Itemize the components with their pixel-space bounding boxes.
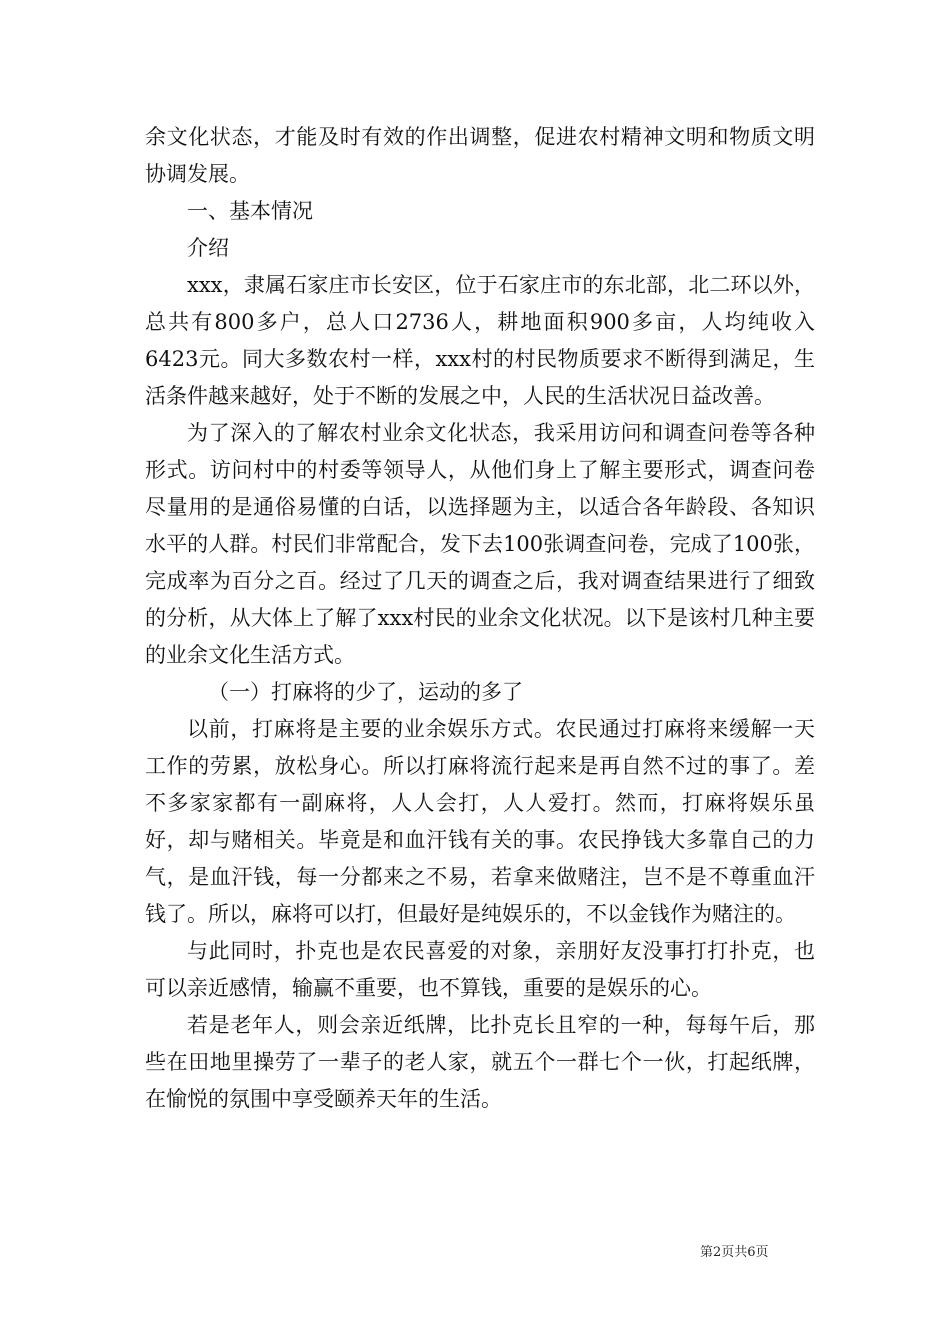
document-body	[145, 119, 815, 1118]
page-number: 第2页共6页	[700, 1245, 769, 1260]
paragraph-poker: 与此同时，扑克也是农民喜爱的对象，亲朋好友没事打打扑克，也可以亲近感情，输赢不重要，也不算钱，重要的是娱乐的心。	[145, 939, 815, 1000]
paragraph-intro: xxx，隶属石家庄市长安区，位于石家庄市的东北部，北二环以外，总共有800多户，总人口2736人，耕地面积900多亩，人均纯收入6423元。同大多数农村一样，xxx村的村民物质要求不断得到满足，生活条件越来越好，处于不断的发展之中，人民的生活状况日益改善。	[145, 273, 815, 408]
paragraph-method: 为了深入的了解农村业余文化状态，我采用访问和调查问卷等各种形式。访问村中的村委等领导人，从他们身上了解主要形式，调查问卷尽量用的是通俗易懂的白话，以选择题为主，以适合各年龄段、各知识水平的人群。村民们非常配合，发下去100张调查问卷，完成了100张，完成率为百分之百。经过了几天的调查之后，我对调查结果进行了细致的分析，从大体上了解了xxx村民的业余文化状况。以下是该村几种主要的业余文化生活方式。	[145, 421, 815, 667]
paragraph-continuation: 余文化状态，才能及时有效的作出调整，促进农村精神文明和物质文明协调发展。	[145, 125, 815, 186]
paragraph-mahjong: 以前，打麻将是主要的业余娱乐方式。农民通过打麻将来缓解一天工作的劳累，放松身心。所以打麻将流行起来是再自然不过的事了。差不多家家都有一副麻将，人人会打，人人爱打。然而，打麻将娱乐虽好，却与赌相关。毕竟是和血汗钱有关的事。农民挣钱大多靠自己的力气，是血汗钱，每一分都来之不易，若拿来做赌注，岂不是不尊重血汗钱了。所以，麻将可以打，但最好是纯娱乐的，不以金钱作为赌注的。	[145, 717, 815, 926]
paragraph-cards: 若是老年人，则会亲近纸牌，比扑克长且窄的一种，每每午后，那些在田地里操劳了一辈子的老人家，就五个一群七个一伙，打起纸牌，在愉悦的氛围中享受颐养天年的生活。	[145, 1013, 815, 1111]
subsection-heading: 介绍	[187, 236, 229, 260]
section-heading: 一、基本情况	[187, 199, 313, 223]
subsection-heading-one: （一）打麻将的少了，运动的多了	[208, 680, 523, 704]
